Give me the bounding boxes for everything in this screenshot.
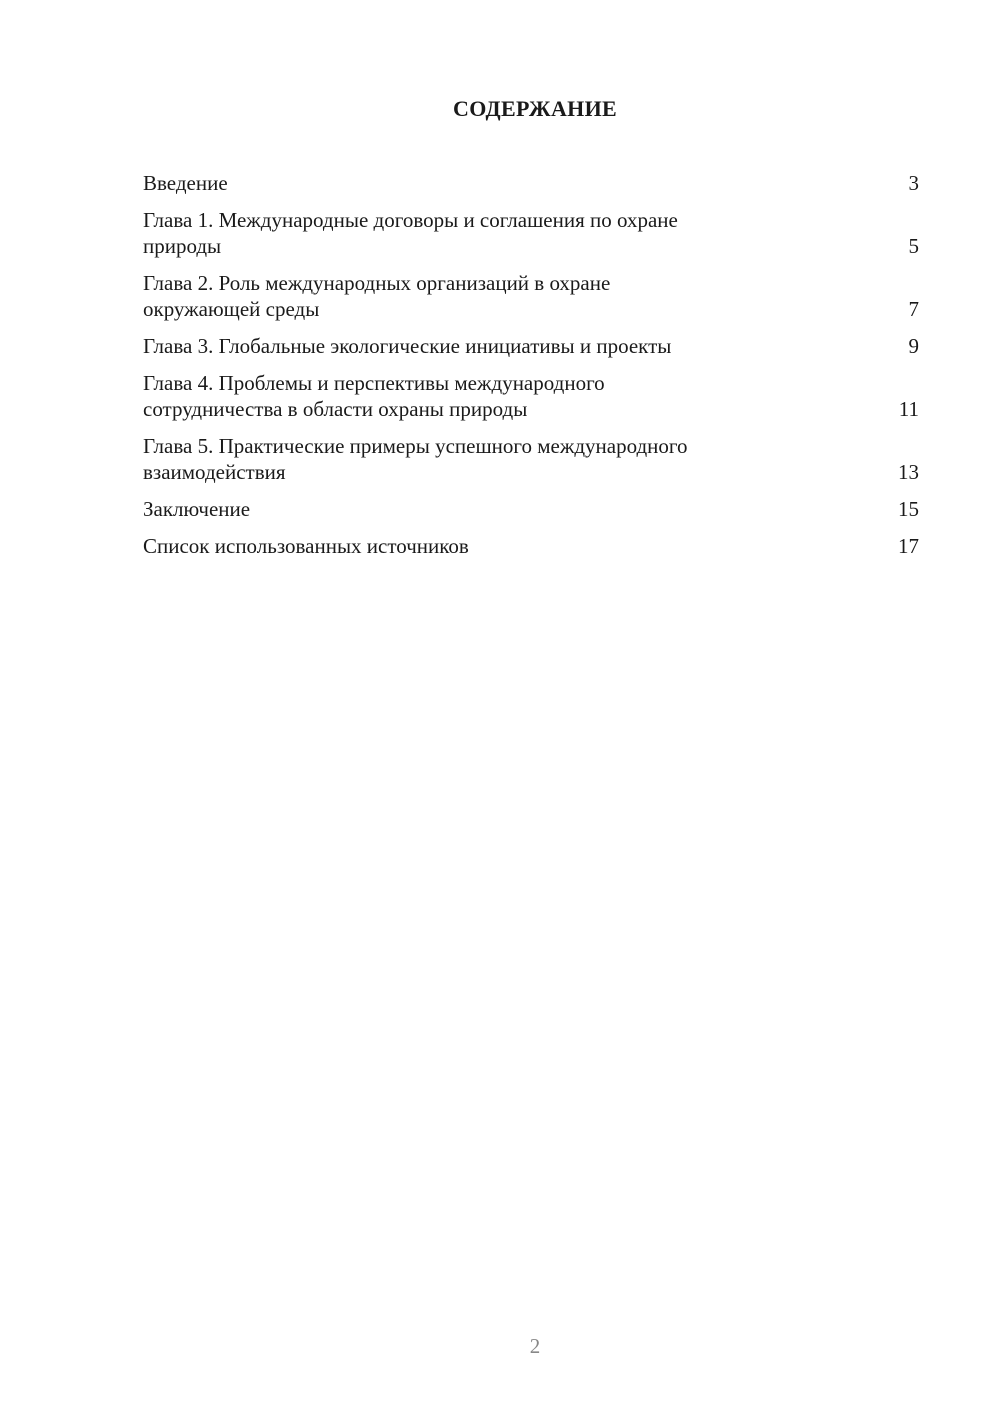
toc-entry-conclusion[interactable] [143, 496, 919, 522]
toc-entry-page: 5 [908, 234, 919, 258]
toc-entry-title: Глава 1. Международные договоры и соглашения по охране природы [143, 208, 678, 258]
toc-entry-page: 11 [898, 397, 919, 421]
toc-entry-page: 9 [908, 334, 919, 358]
toc-entry-page: 13 [898, 460, 919, 484]
toc-entry-chapter-1[interactable] [143, 207, 919, 259]
toc-entry-chapter-5[interactable] [143, 433, 919, 485]
toc-entry-page: 17 [898, 534, 919, 558]
toc-entry-title: Глава 3. Глобальные экологические инициативы и проекты [143, 334, 672, 358]
toc-entry-page: 15 [898, 497, 919, 521]
toc-entry-title: Глава 4. Проблемы и перспективы международного сотрудничества в области охраны природы [143, 371, 605, 421]
toc-entry-title: Глава 5. Практические примеры успешного международного взаимодействия [143, 434, 688, 484]
toc-entry-title: Заключение [143, 497, 251, 521]
toc-entry-introduction[interactable] [143, 170, 919, 196]
toc-entry-chapter-3[interactable] [143, 333, 919, 359]
table-of-contents [143, 170, 919, 570]
toc-entry-title: Глава 2. Роль международных организаций в охране окружающей среды [143, 271, 611, 321]
toc-entry-page: 3 [908, 171, 919, 195]
toc-entry-title: Введение [143, 171, 228, 195]
toc-entry-references[interactable] [143, 533, 919, 559]
toc-entry-title: Список использованных источников [143, 534, 469, 558]
toc-entry-chapter-4[interactable] [143, 370, 919, 422]
page-number: 2 [529, 1334, 541, 1358]
toc-entry-chapter-2[interactable] [143, 270, 919, 322]
toc-entry-page: 7 [908, 297, 919, 321]
page-title: СОДЕРЖАНИЕ [453, 96, 617, 121]
